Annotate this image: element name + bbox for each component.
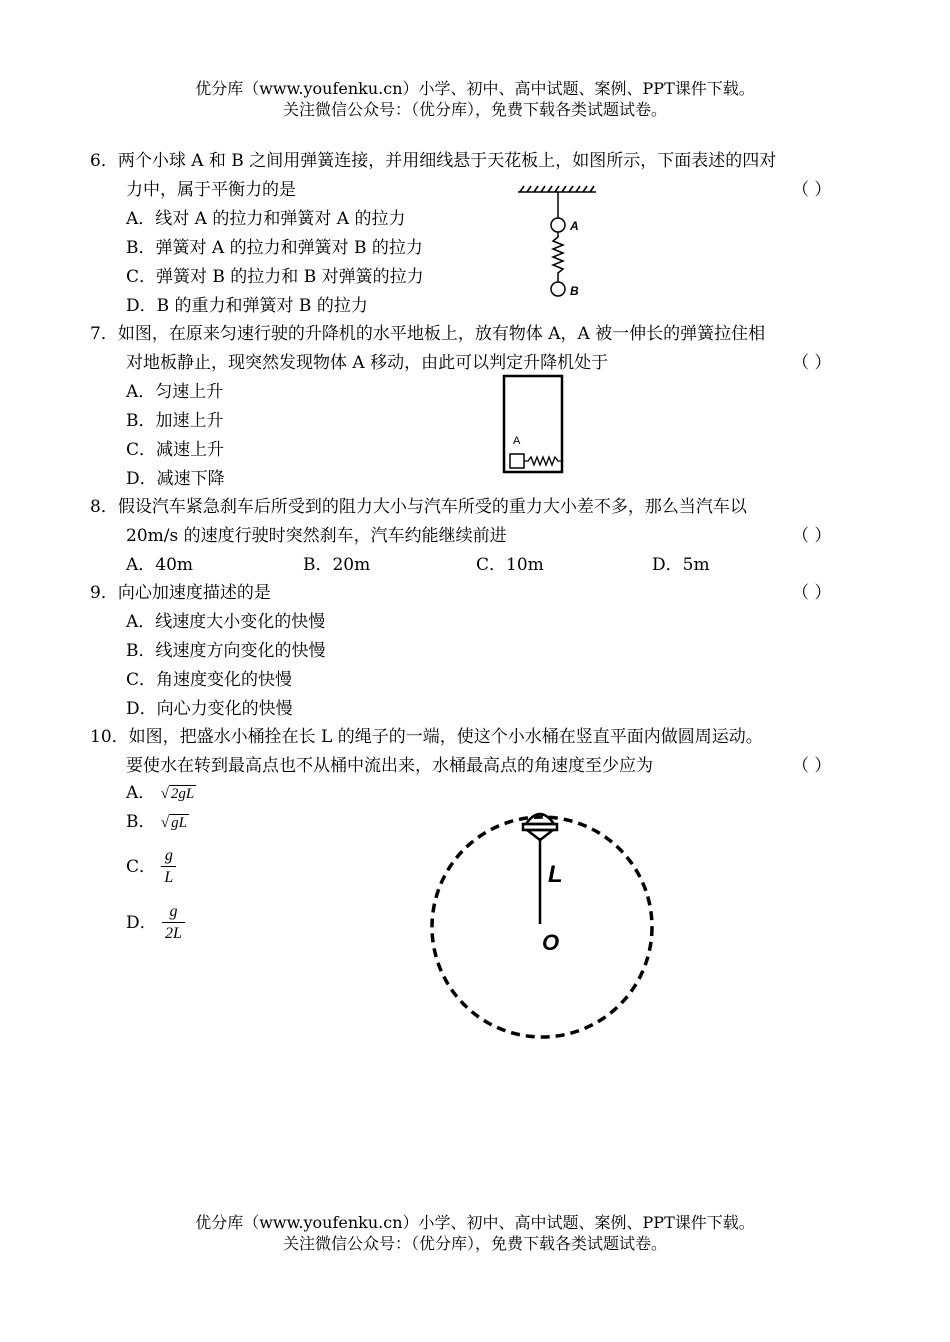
label-center-o: O xyxy=(542,930,560,955)
q10-option-d-denominator: 2L xyxy=(165,925,182,942)
dashed-circle-path xyxy=(432,817,652,1037)
label-length-l: L xyxy=(548,861,563,888)
q10-circular-motion-figure xyxy=(420,800,670,1045)
q9-answer-blank: （ ） xyxy=(792,583,832,603)
q10-option-c-fraction xyxy=(161,846,176,889)
q7-elevator-figure xyxy=(498,372,570,476)
spring xyxy=(553,232,563,282)
q10-option-a-label: A． xyxy=(126,783,156,803)
q10-option-a-sqrt: √ 2gL xyxy=(160,786,195,802)
q9-option-b: B．线速度方向变化的快慢 xyxy=(126,641,326,661)
footer-line-2: 关注微信公众号：（优分库），免费下载各类试题试卷。 xyxy=(282,1234,667,1253)
q10-option-b-label: B． xyxy=(126,812,156,832)
q6-stem-line-1: 6．两个小球 A 和 B 之间用弹簧连接，并用细线悬于天花板上，如图所示，下面表述的四对 xyxy=(90,151,777,171)
q8-stem-line-1: 8．假设汽车紧急刹车后所受到的阻力大小与汽车所受的重力大小差不多，那么当汽车以 xyxy=(90,497,747,517)
block-a xyxy=(510,454,524,468)
elevator-spring xyxy=(524,457,562,465)
q8-option-c: C．10m xyxy=(476,555,544,575)
q6-option-b: B．弹簧对 A 的拉力和弹簧对 B 的拉力 xyxy=(126,238,423,258)
q9-option-a: A．线速度大小变化的快慢 xyxy=(126,612,326,632)
q7-stem-line-2: 对地板静止，现突然发现物体 A 移动，由此可以判定升降机处于 xyxy=(126,353,609,373)
q6-option-c: C．弹簧对 B 的拉力和 B 对弹簧的拉力 xyxy=(126,267,424,287)
q10-option-c xyxy=(126,844,176,890)
label-block-a: A xyxy=(513,435,521,447)
q6-option-d: D．B 的重力和弹簧对 B 的拉力 xyxy=(126,296,368,316)
q10-answer-blank: （ ） xyxy=(792,756,832,776)
ball-a xyxy=(551,218,565,232)
q8-option-a: A．40m xyxy=(126,555,194,575)
q10-option-d-label: D． xyxy=(126,913,157,933)
footer-line-1: 优分库（www.youfenku.cn）小学、初中、高中试题、案例、PPT课件下载。 xyxy=(195,1213,755,1232)
q10-stem-line-2: 要使水在转到最高点也不从桶中流出来，水桶最高点的角速度至少应为 xyxy=(126,756,653,776)
q6-stem-line-2: 力中，属于平衡力的是 xyxy=(126,180,296,200)
q10-option-c-label: C． xyxy=(126,857,157,877)
q10-option-b-radicand: gL xyxy=(171,815,187,831)
label-b: B xyxy=(570,284,579,298)
q7-option-a: A．匀速上升 xyxy=(126,382,224,402)
q10-option-d-fraction xyxy=(162,902,185,945)
q8-option-d: D．5m xyxy=(652,555,710,575)
q9-option-d: D．向心力变化的快慢 xyxy=(126,699,293,719)
q10-option-d-numerator: g xyxy=(162,902,185,923)
q10-option-a xyxy=(126,782,196,805)
q7-option-c: C．减速上升 xyxy=(126,440,225,460)
q7-stem-line-1: 7．如图，在原来匀速行驶的升降机的水平地板上，放有物体 A，A 被一伸长的弹簧拉住相 xyxy=(90,324,766,344)
ceiling-hatch xyxy=(518,186,596,192)
q10-option-c-denominator: L xyxy=(164,869,174,886)
q10-option-d xyxy=(126,900,185,946)
q10-option-b-sqrt: √ gL xyxy=(160,815,187,831)
label-a: A xyxy=(570,219,579,233)
q10-option-c-numerator: g xyxy=(161,846,176,867)
ball-b xyxy=(551,282,565,296)
q6-option-a: A．线对 A 的拉力和弹簧对 A 的拉力 xyxy=(126,209,406,229)
elevator-box xyxy=(504,376,562,472)
q7-option-d: D．减速下降 xyxy=(126,469,225,489)
q9-stem: 9．向心加速度描述的是 xyxy=(90,583,271,603)
q8-answer-blank: （ ） xyxy=(792,526,832,546)
q8-stem-line-2: 20m/s 的速度行驶时突然刹车，汽车约能继续前进 xyxy=(126,526,507,546)
q6-spring-figure xyxy=(510,182,610,304)
q10-option-b xyxy=(126,811,189,834)
q10-stem-line-1: 10．如图，把盛水小桶拴在长 L 的绳子的一端，使这个小水桶在竖直平面内做圆周运动。 xyxy=(90,727,763,747)
q9-option-c: C．角速度变化的快慢 xyxy=(126,670,293,690)
q10-option-a-radicand: 2gL xyxy=(170,786,195,802)
q6-answer-blank: （ ） xyxy=(792,180,832,200)
q7-answer-blank: （ ） xyxy=(792,353,832,373)
header-line-1: 优分库（www.youfenku.cn）小学、初中、高中试题、案例、PPT课件下载。 xyxy=(195,79,755,98)
q8-option-b: B．20m xyxy=(303,555,371,575)
q7-option-b: B．加速上升 xyxy=(126,411,224,431)
header-line-2: 关注微信公众号：（优分库），免费下载各类试题试卷。 xyxy=(282,100,667,119)
